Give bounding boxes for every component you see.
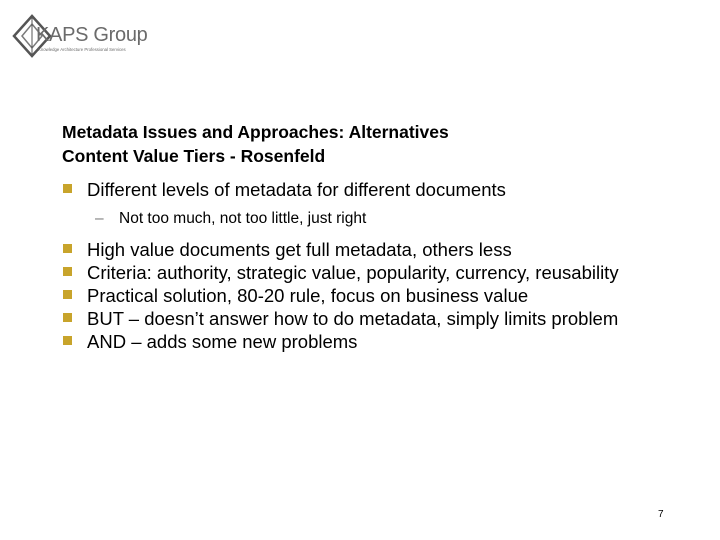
title-line-2: Content Value Tiers - Rosenfeld xyxy=(62,146,326,166)
bullet-item xyxy=(62,330,662,353)
page-number: 7 xyxy=(658,509,664,520)
bullet-text: Different levels of metadata for different documents xyxy=(87,179,506,200)
sub-bullet-text: Not too much, not too little, just right xyxy=(119,210,367,227)
bullet-text: BUT – doesn’t answer how to do metadata, simply limits problem xyxy=(87,308,619,329)
bullet-item xyxy=(62,307,662,330)
bullet-item xyxy=(62,284,662,307)
company-logo xyxy=(10,12,160,62)
sub-bullet-item xyxy=(62,208,662,230)
square-bullet-icon xyxy=(63,244,72,253)
square-bullet-icon xyxy=(63,336,72,345)
logo-tagline: Knowledge Architecture Professional Services xyxy=(38,47,126,52)
bullet-text: AND – adds some new problems xyxy=(87,331,358,352)
bullet-list xyxy=(62,178,662,353)
bullet-item xyxy=(62,261,662,284)
bullet-text: Criteria: authority, strategic value, popularity, currency, reusability xyxy=(87,262,619,283)
square-bullet-icon xyxy=(63,267,72,276)
bullet-item xyxy=(62,178,662,201)
slide-title xyxy=(62,120,449,168)
dash-bullet-icon: – xyxy=(95,210,104,227)
square-bullet-icon xyxy=(63,290,72,299)
bullet-item xyxy=(62,238,662,261)
square-bullet-icon xyxy=(63,313,72,322)
title-line-1: Metadata Issues and Approaches: Alternatives xyxy=(62,122,449,142)
logo-name: KAPS Group xyxy=(36,24,148,46)
square-bullet-icon xyxy=(63,184,72,193)
bullet-text: Practical solution, 80-20 rule, focus on business value xyxy=(87,285,529,306)
bullet-text: High value documents get full metadata, others less xyxy=(87,239,512,260)
